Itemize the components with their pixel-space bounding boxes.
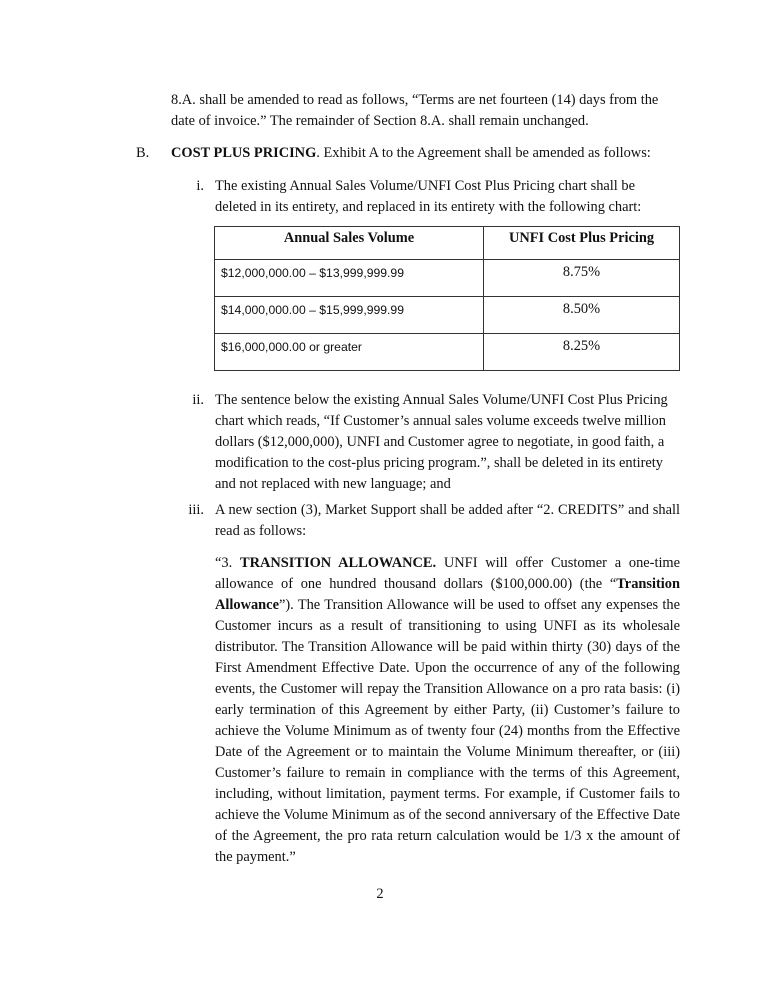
transition-heading: TRANSITION ALLOWANCE.: [239, 555, 437, 571]
item-iii-marker: iii.: [188, 502, 204, 518]
table-row: [215, 334, 680, 371]
item-ii-marker: ii.: [192, 392, 204, 408]
transition-text-1: UNFI will offer Customer a one-time allowance of one hundred thousand dollars ($100,000.00) (the “: [215, 555, 681, 592]
transition-number: “3.: [215, 555, 240, 571]
transition-allowance-paragraph: [215, 553, 680, 868]
table-row: [215, 260, 680, 297]
item-ii-text: The sentence below the existing Annual Sales Volume/UNFI Cost Plus Pricing chart which reads, “If Customer’s annual sales volume exceeds twelve million dollars ($12,000,000), UNFI and Customer agree to negotiate, in good faith, a modification to the cost-plus pricing program.”, shall be deleted in its entirety and not replaced with new language; and: [215, 392, 668, 492]
section-b-text: . Exhibit A to the Agreement shall be amended as follows:: [316, 145, 651, 161]
section-b-paragraph: [171, 143, 691, 164]
item-i-marker: i.: [196, 178, 204, 194]
transition-text-2: ”). The Transition Allowance will be used to offset any expenses the Customer incurs as a result of transitioning to using UNFI as its wholesale distributor. The Transition Allowance will be paid within thirty (30) days of the First Amendment Effective Date. Upon the occurrence of any of the following events, the Customer will repay the Transition Allowance on a pro rata basis: (i) early termination of this Agreement by either Party, (ii) Customer’s failure to achieve the Volume Minimum as of twenty four (24) months from the Effective Date of the Agreement or to maintain the Volume Minimum thereafter, or (iii) Customer’s failure to remain in compliance with the terms of this Agreement, including, without limitation, payment terms. For example, if Customer fails to achieve the Volume Minimum as of the second anniversary of the Effective Date of the Agreement, the pro rata return calculation would be 1/3 x the amount of the payment.”: [215, 597, 680, 865]
pricing-cell: 8.25%: [484, 334, 680, 371]
section-b-heading: COST PLUS PRICING: [171, 145, 317, 161]
page-number: 2: [376, 886, 384, 902]
section-8a-paragraph: [171, 90, 691, 132]
volume-cell: $12,000,000.00 – $13,999,999.99: [215, 260, 484, 297]
transition-term: Transition Allowance: [215, 576, 680, 613]
item-i-text: The existing Annual Sales Volume/UNFI Cost Plus Pricing chart shall be deleted in its entirety, and replaced in its entirety with the following chart:: [215, 178, 642, 215]
header-unfi-cost-plus-pricing: UNFI Cost Plus Pricing: [484, 227, 680, 260]
table-row: [215, 297, 680, 334]
section-b-marker: B.: [136, 145, 150, 161]
pricing-cell: 8.75%: [484, 260, 680, 297]
section-8a-line-1: 8.A. shall be amended to read as follows, “Terms are net fourteen (14) days from the: [171, 92, 659, 108]
pricing-table-header-row: [215, 227, 680, 260]
header-annual-sales-volume: Annual Sales Volume: [215, 227, 484, 260]
pricing-cell: 8.50%: [484, 297, 680, 334]
section-8a-line-2: date of invoice.” The remainder of Section 8.A. shall remain unchanged.: [171, 113, 589, 129]
item-iii-text: A new section (3), Market Support shall be added after “2. CREDITS” and shall read as follows:: [215, 502, 680, 539]
volume-cell: $16,000,000.00 or greater: [215, 334, 484, 371]
pricing-table: [214, 226, 680, 371]
volume-cell: $14,000,000.00 – $15,999,999.99: [215, 297, 484, 334]
